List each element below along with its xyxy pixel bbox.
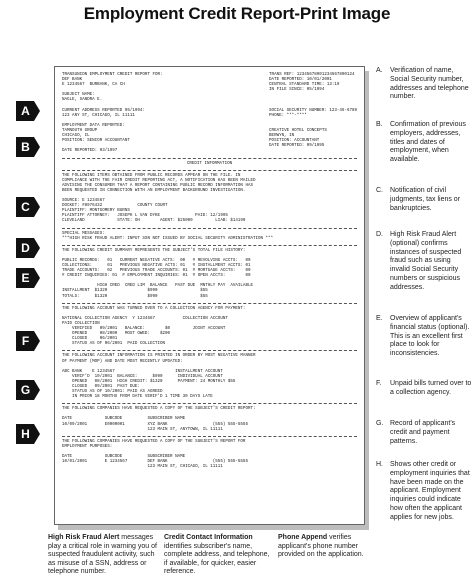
report-line: DATE REPORTED: 10/01/2001 — [269, 78, 332, 83]
report-line: THE FOLLOWING ACCOUNT INFORMATION IS PRINTED IN ORDER BY MOST NEGATIVE MANNER — [62, 354, 256, 359]
report-line: DEF BANK — [62, 78, 83, 83]
report-line: # CREDIT INQUIRIES: 01 # EMPLOYMENT INQUIRIES: 01 # OPEN ACCTS: 00 — [62, 274, 251, 279]
report-line: PLAINTIFF ATTORNEY: JOSEPH L VAN DYKE PAID: 12/1995 — [62, 214, 228, 219]
report-line: BEEN REQUESTED IN CONNECTION WITH AN EMPLOYMENT BACKGROUND INVESTIGATION. — [62, 188, 246, 193]
report-line: 10/09/2001 E0000001 XYZ BANK (555) 555-5555 — [62, 422, 248, 427]
caption-fraud-alert: High Risk Fraud Alert messages play a critical role in warning you of suspected fraudulent activity, such as misuse of a SSN, address or telephone number. — [48, 534, 157, 576]
badge-c: C — [16, 197, 40, 217]
report-line: 123 MAIN ST, CHICAGO, IL 11111 — [62, 465, 223, 470]
public-records-section — [62, 174, 357, 225]
accounts-section — [62, 354, 357, 400]
collection-section — [62, 307, 357, 348]
report-header-left — [62, 73, 163, 155]
report-line: TRANSUNION EMPLOYMENT CREDIT REPORT FOR: — [62, 73, 163, 77]
report-line: BERWYN, IN — [269, 134, 295, 139]
report-line: OPENED 08/2001 HIGH CREDIT: $1320 PAYMENT: 24 MONTHLY $55 — [62, 379, 236, 384]
report-line: EMPLOYMENT DATA REPORTED: — [62, 123, 125, 128]
report-line: SOCIAL SECURITY NUMBER: 123-45-6789 — [269, 108, 357, 113]
report-line: STATUS AS OF 10/2001: PAID AS AGREED — [62, 390, 163, 395]
report-line: PAID COLLECTION — [62, 321, 100, 326]
page-title: Employment Credit Report-Print Image — [83, 4, 391, 23]
report-line: TRANS REF: 12345678901234567890124 — [269, 73, 355, 77]
report-line: CLEVELAND STATE: OH AGENT: $25000 LIAB: $14190 — [62, 219, 246, 224]
report-line: COMPLIANCE WITH THE FAIR CREDIT REPORTING ACT, A NOTIFICATION HAS BEEN MAILED — [62, 178, 256, 183]
report-line: NATIONAL COLLECTION AGENCY Y 1234567 COLLECTION ACCOUNT — [62, 316, 228, 321]
report-line: DOCKET: #8976432 COUNTY COURT — [62, 204, 168, 209]
credit-inquiries-section — [62, 407, 357, 432]
credit-summary-section — [62, 249, 357, 300]
divider — [62, 403, 357, 404]
badge-g: G — [16, 380, 40, 400]
report-line: SOURCE: E 1234567 — [62, 199, 105, 204]
divider — [62, 436, 357, 437]
report-line: THE FOLLOWING ACCOUNT WAS TURNED OVER TO A COLLECTION AGENCY FOR PAYMENT: — [62, 306, 246, 311]
report-line: INSTALLMENT $1320 $990 $55 — [62, 289, 208, 294]
credit-report-print — [54, 66, 365, 525]
report-line: ADVISING THE CONSUMER THAT A REPORT CONTAINING PUBLIC RECORD INFORMATION HAS — [62, 183, 253, 188]
employment-inquiries-section — [62, 440, 357, 471]
report-line: PLAINTIFF: MONTGOMERY BURNS — [62, 209, 130, 214]
report-line: CENTRAL STANDARD TIME: 13:19 — [269, 83, 340, 88]
report-line: EMPLOYMENT PURPOSES: — [62, 444, 113, 449]
report-line: NAGLE, SANDRA E. — [62, 98, 103, 103]
report-line: STATUS AS OF 06/2001 PAID COLLECTION — [62, 342, 166, 347]
badge-b: B — [16, 137, 40, 157]
report-line: OF PAYMENT (MOP) AND DATE MOST RECENTLY UPDATED: — [62, 359, 183, 364]
report-line: CHICAGO, IL — [62, 134, 90, 139]
report-line: CREATIVE HOTEL CONCEPTS — [269, 129, 327, 134]
report-line: TRADE ACCOUNTS: 02 PREVIOUS TRADE ACCOUNTS: 01 # MORTGAGE ACCTS: 00 — [62, 269, 251, 274]
report-line: DATE SUBCODE SUBSCRIBER NAME — [62, 417, 186, 422]
report-line: IN FILE SINCE: 05/1994 — [269, 88, 325, 93]
report-line: 123 MAIN ST, ANYTOWN, IL 11111 — [62, 427, 223, 432]
report-line: VERIFIED 09/2001 BALANCE: $0 JOINT ACCOUNT — [62, 327, 226, 332]
report-line: PUBLIC RECORDS: 01 CURRENT NEGATIVE ACTS: 00 # REVOLVING ACCTS: 00 — [62, 258, 251, 263]
divider — [62, 245, 357, 246]
divider — [62, 228, 357, 229]
report-line: DATE REPORTED: 03/1997 — [62, 149, 118, 154]
badge-f: F — [16, 331, 40, 351]
report-header — [62, 73, 357, 155]
report-line: PHONE: ***-**** — [269, 113, 307, 118]
badge-d: D — [16, 238, 40, 258]
report-line: THE FOLLOWING COMPANIES HAVE REQUESTED A COPY OF THE SUBJECT'S REPORT FOR — [62, 439, 246, 444]
report-line: CURRENT ADDRESS REPORTED 05/1994: — [62, 108, 145, 113]
report-line: POSITION: SENIOR ACCOUNTANT — [62, 139, 130, 144]
credit-info-heading: CREDIT INFORMATION — [186, 161, 233, 166]
special-messages-section — [62, 232, 357, 242]
report-line: HIGH CRED CRED LIM BALANCE PAST DUE MNTHLY PAY AVAILABLE — [62, 284, 253, 289]
report-line: OPENED 08/2000 MOST OWED: $200 — [62, 332, 171, 337]
caption-phone-append: Phone Append verifies applicant's phone number provided on the application. — [278, 534, 364, 559]
report-line: DATE SUBCODE SUBSCRIBER NAME — [62, 455, 186, 459]
caption-credit-contact: Credit Contact Information identifies subscriber's name, complete address, and telephone, if available, for quicker, easier reference. — [164, 534, 270, 576]
report-line: E 1234567 BURBANK, CA CH — [62, 83, 125, 88]
report-line: IN PRIOR 18 MONTHS FROM DATE VERIF'D 1 TIME 30 DAYS LATE — [62, 395, 213, 400]
report-line: SUBJECT NAME: — [62, 93, 95, 98]
divider — [62, 350, 357, 351]
badge-e: E — [16, 268, 40, 288]
report-line: VERIF'D 10/2001 BALANCE: $990 INDIVIDUAL ACCOUNT — [62, 374, 223, 379]
divider — [62, 158, 357, 159]
report-line: COLLECTIONS: 01 PREVIOUS NEGATIVE ACTS: 01 # INSTALLMENT ACCTS: 01 — [62, 264, 251, 268]
report-line: THE FOLLOWING ITEMS OBTAINED FROM PUBLIC RECORDS APPEAR ON THE FILE. IN — [62, 173, 241, 178]
report-line: TOTALS: $1320 $990 $55 — [62, 294, 208, 299]
report-line: SPECIAL MESSAGES: — [62, 231, 105, 236]
report-line: ABC BANK E 1234567 INSTALLMENT ACCOUNT — [62, 369, 223, 374]
divider — [62, 303, 357, 304]
report-line: ***HIGH RISK FRAUD ALERT: INPUT SSN NOT ISSUED BY SOCIAL SECURITY ADMINISTRATION *** — [62, 236, 274, 241]
report-header-right — [269, 73, 357, 155]
report-line: CLOSED 06/2001 — [62, 337, 118, 342]
report-line: 10/01/2001 E 1234567 DEF BANK (555) 555-5555 — [62, 460, 248, 465]
report-line: POSITION: ACCOUNTANT — [269, 139, 320, 144]
report-line: 123 ANY ST, CHICAGO, IL 11111 — [62, 113, 135, 118]
report-line: DATE REPORTED: 09/1995 — [269, 144, 325, 149]
report-line: TAMNOUTH GROUP — [62, 129, 98, 134]
report-line: THE FOLLOWING CREDIT SUMMARY REPRESENTS THE SUBJECT'S TOTAL FILE HISTORY: — [62, 248, 246, 253]
divider — [62, 170, 357, 171]
report-line: CLOSED 09/2001 PAST DUE: — [62, 384, 140, 389]
badge-a: A — [16, 101, 40, 121]
badge-h: H — [16, 424, 40, 444]
report-line: THE FOLLOWING COMPANIES HAVE REQUESTED A COPY OF THE SUBJECT'S CREDIT REPORT: — [62, 407, 256, 412]
